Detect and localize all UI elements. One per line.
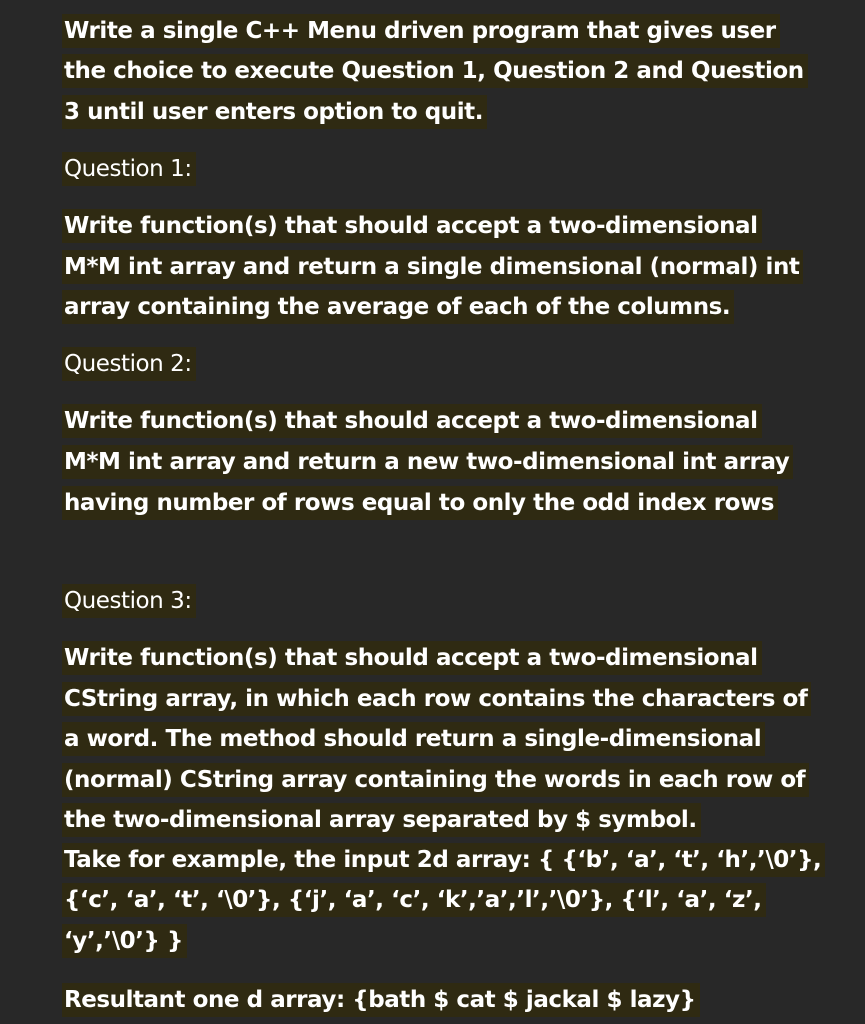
q3-line-1: Write function(s) that should accept a two-dimensional [62,641,762,675]
q2-heading: Question 2: [62,347,196,381]
q3-result-line: Resultant one d array: {bath $ cat $ jackal $ lazy} [62,983,700,1017]
q3-example-line-2: {‘c’, ‘a’, ‘t’, ‘\0’}, {‘j’, ‘a’, ‘c’, ‘k’,’a’,’l’,’\0’}, {‘l’, ‘a’, ‘z’, [62,883,766,917]
q1-line-3: array containing the average of each of the columns. [62,290,734,324]
intro-line-3: 3 until user enters option to quit. [62,95,487,129]
q1-line-2: M*M int array and return a single dimensional (normal) int [62,250,803,284]
q3-line-2: CString array, in which each row contains the characters of [62,682,811,716]
q2-line-2: M*M int array and return a new two-dimensional int array [62,445,793,479]
q1-heading: Question 1: [62,152,196,186]
q3-example-line-3: ‘y’,’\0’} } [62,924,187,958]
q3-example-line-1: Take for example, the input 2d array: { {‘b’, ‘a’, ‘t’, ‘h’,’\0’}, [62,843,825,877]
q3-line-3: a word. The method should return a single-dimensional [62,722,765,756]
q3-heading: Question 3: [62,584,196,618]
intro-line-1: Write a single C++ Menu driven program that gives user [62,14,780,48]
intro-line-2: the choice to execute Question 1, Question 2 and Question [62,54,808,88]
q3-line-4: (normal) CString array containing the words in each row of [62,763,809,797]
q2-line-1: Write function(s) that should accept a two-dimensional [62,404,762,438]
q2-line-3: having number of rows equal to only the odd index rows [62,486,778,520]
q3-line-5: the two-dimensional array separated by $ symbol. [62,803,701,837]
q1-line-1: Write function(s) that should accept a two-dimensional [62,209,762,243]
